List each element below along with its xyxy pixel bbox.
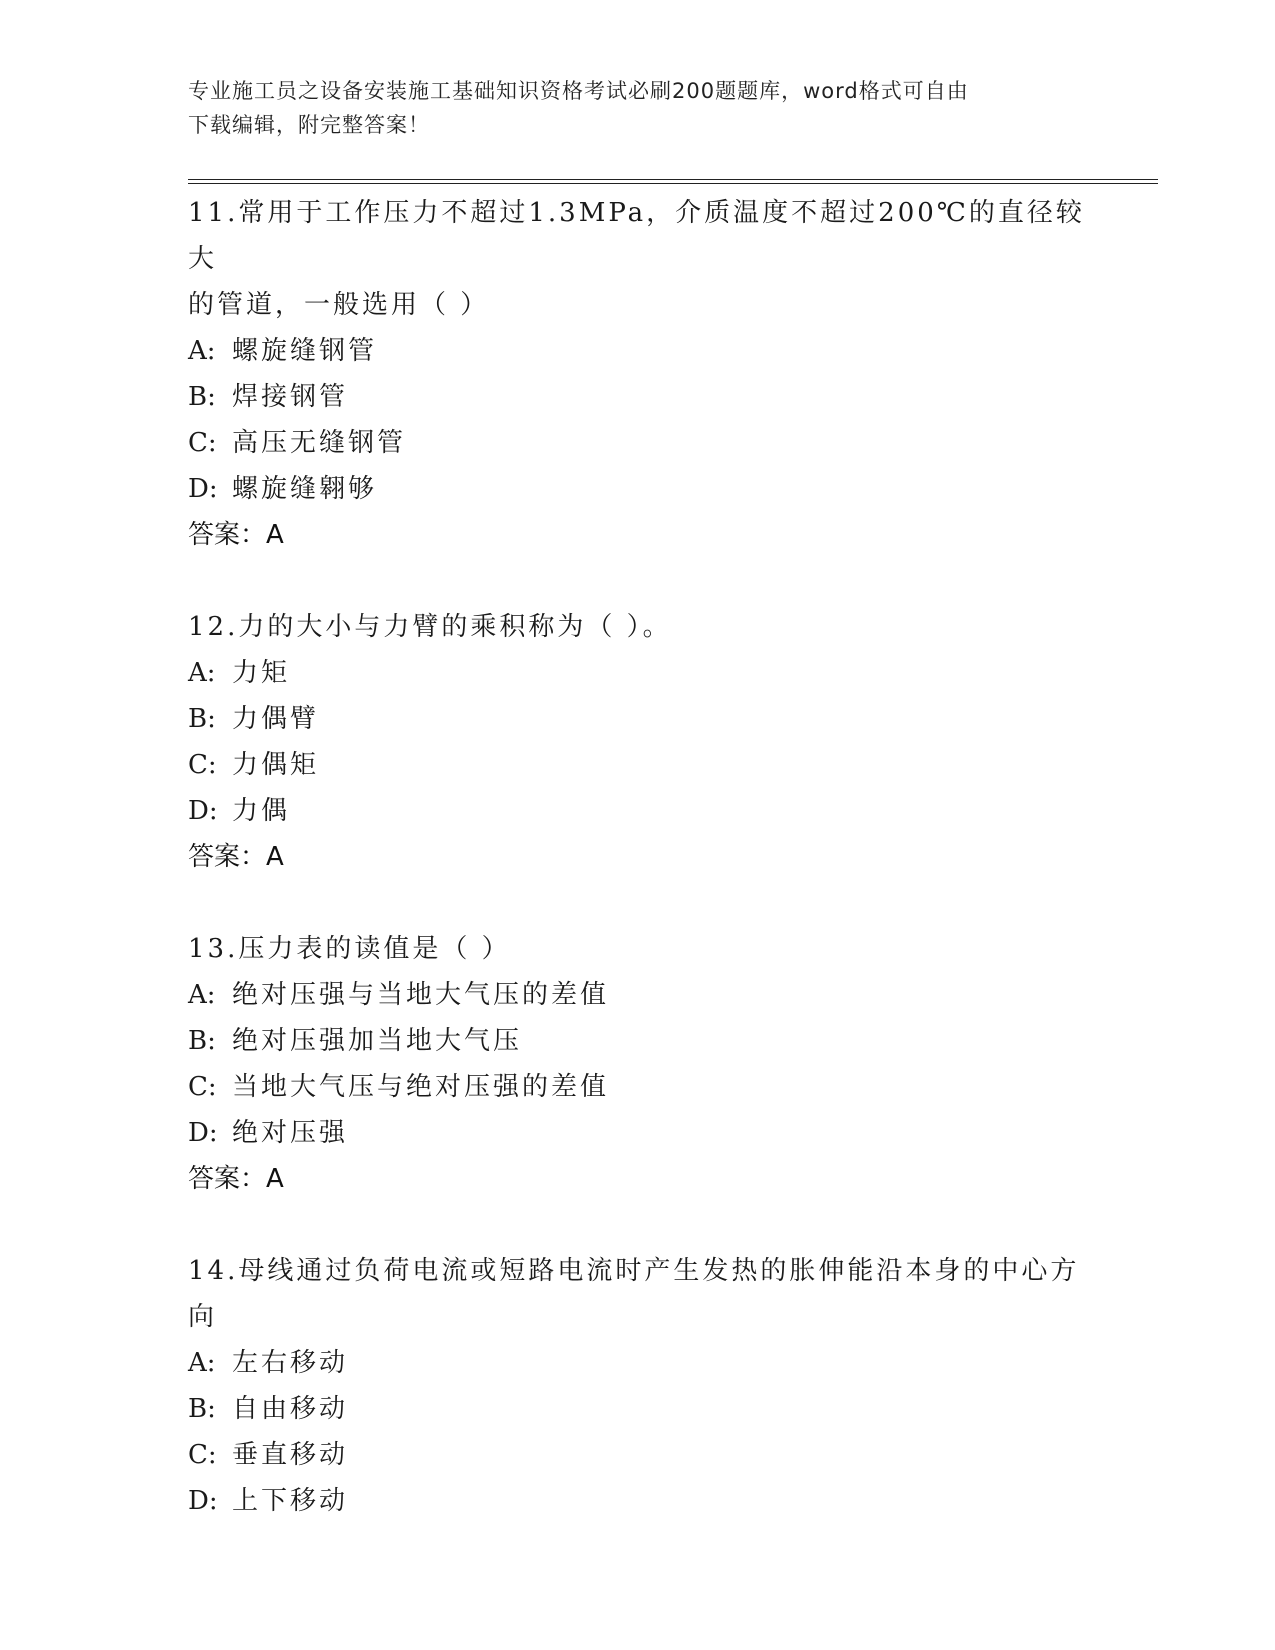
option-d [188,1478,1088,1524]
option-c [188,1432,1088,1478]
option-d [188,466,1088,512]
option-text: 左右移动 [232,1348,349,1378]
answer-line: 答案：A [188,842,284,872]
header-line-2: 下载编辑，附完整答案！ [188,113,430,137]
option-a [188,972,1088,1018]
option-b [188,374,1088,420]
question-13 [188,926,1088,1202]
answer-line: 答案：A [188,520,284,550]
question-list [188,190,1088,1570]
option-b [188,1018,1088,1064]
option-text: 垂直移动 [232,1440,349,1470]
option-letter: D: [188,474,218,504]
option-d [188,788,1088,834]
question-12 [188,604,1088,880]
question-text: 12.力的大小与力臂的乘积称为（ ）。 [188,612,672,642]
option-text: 高压无缝钢管 [232,428,407,458]
header-divider-top [188,179,1158,180]
option-text: 力偶臂 [232,704,320,734]
option-letter: A: [188,980,216,1010]
option-text: 上下移动 [232,1486,349,1516]
option-letter: B: [188,704,216,734]
question-14 [188,1248,1088,1524]
option-letter: C: [188,750,217,780]
option-text: 螺旋缝钢管 [232,336,378,366]
option-letter: C: [188,1440,217,1470]
header-line-1: 专业施工员之设备安装施工基础知识资格考试必刷200题题库，word格式可自由 [188,79,969,103]
question-text: 13.压力表的读值是（ ） [188,934,511,964]
document-header [188,74,1068,142]
option-text: 自由移动 [232,1394,349,1424]
option-text: 力偶矩 [232,750,320,780]
option-text: 力矩 [232,658,291,688]
option-text: 绝对压强与当地大气压的差值 [232,980,610,1010]
option-letter: D: [188,796,218,826]
header-divider-bottom [188,183,1158,184]
option-text: 绝对压强 [232,1118,349,1148]
option-letter: C: [188,1072,217,1102]
question-text-continued: 向 [188,1302,218,1332]
option-c [188,1064,1088,1110]
question-text: 14.母线通过负荷电流或短路电流时产生发热的胀伸能沿本身的中心方 [188,1256,1080,1286]
question-text-continued: 的管道，一般选用（ ） [188,290,490,320]
option-text: 螺旋缝翱够 [232,474,378,504]
option-letter: C: [188,428,217,458]
option-letter: B: [188,382,216,412]
option-letter: B: [188,1394,216,1424]
option-c [188,742,1088,788]
option-text: 当地大气压与绝对压强的差值 [232,1072,610,1102]
option-a [188,328,1088,374]
option-a [188,1340,1088,1386]
option-letter: B: [188,1026,216,1056]
question-text: 11.常用于工作压力不超过1.3MPa，介质温度不超过200℃的直径较大 [188,198,1085,274]
option-letter: A: [188,658,216,688]
option-d [188,1110,1088,1156]
option-letter: A: [188,1348,216,1378]
option-c [188,420,1088,466]
option-text: 绝对压强加当地大气压 [232,1026,523,1056]
question-11 [188,190,1088,558]
answer-line: 答案：A [188,1164,284,1194]
option-b [188,1386,1088,1432]
option-letter: A: [188,336,216,366]
option-text: 力偶 [232,796,291,826]
option-letter: D: [188,1486,218,1516]
option-b [188,696,1088,742]
option-text: 焊接钢管 [232,382,349,412]
option-a [188,650,1088,696]
option-letter: D: [188,1118,218,1148]
